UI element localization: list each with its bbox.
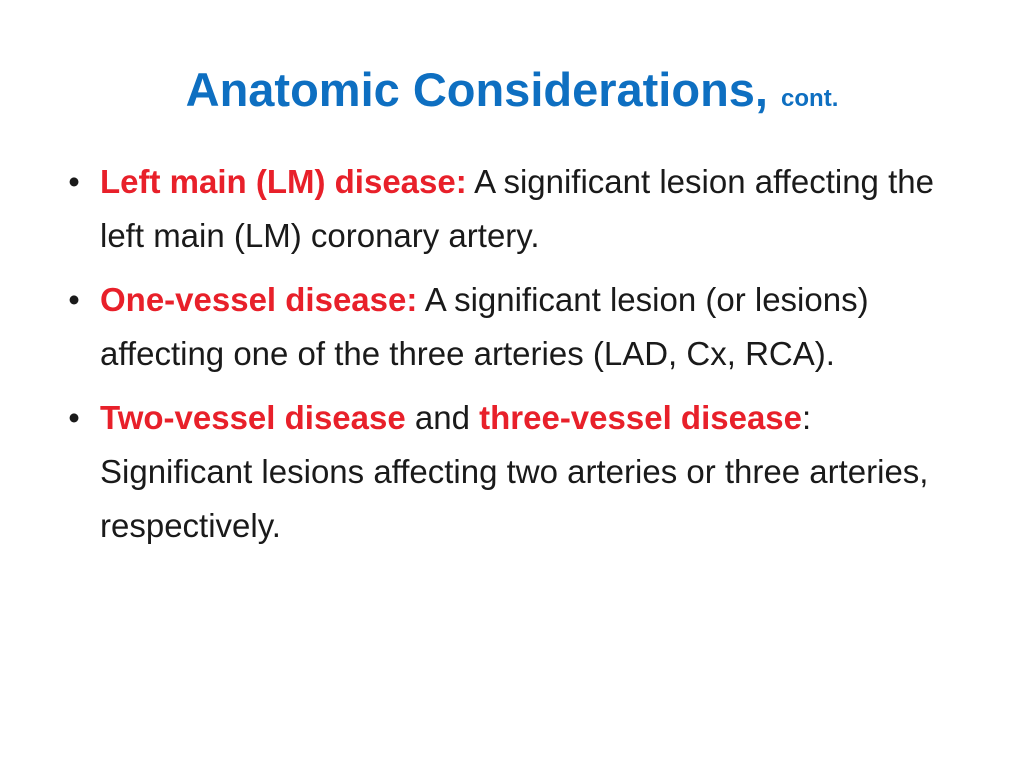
bullet-icon: • [68, 163, 80, 200]
bullet-text: A significant lesion affecting the left main (LM) coronary artery. [100, 163, 934, 254]
bullet-term: One-vessel disease: [100, 281, 418, 318]
bullet-icon: • [68, 281, 80, 318]
slide-title-suffix: cont. [781, 85, 839, 112]
bullet-list [62, 155, 962, 563]
bullet-connector: and [405, 399, 480, 436]
bullet-icon: • [68, 399, 80, 436]
bullet-text: : Significant lesions affecting two arteries or three arteries, respectively. [100, 399, 929, 544]
bullet-item-left-main [62, 155, 962, 263]
bullet-item-one-vessel [62, 273, 962, 381]
bullet-term: Two-vessel disease [100, 399, 406, 436]
bullet-text: A significant lesion (or lesions) affecting one of the three arteries (LAD, Cx, RCA). [100, 281, 869, 372]
slide-title-main: Anatomic Considerations, [185, 63, 768, 116]
bullet-term-secondary: three-vessel disease [479, 399, 803, 436]
bullet-term: Left main (LM) disease: [100, 163, 467, 200]
slide-title [0, 58, 1024, 131]
bullet-item-multi-vessel [62, 391, 962, 553]
